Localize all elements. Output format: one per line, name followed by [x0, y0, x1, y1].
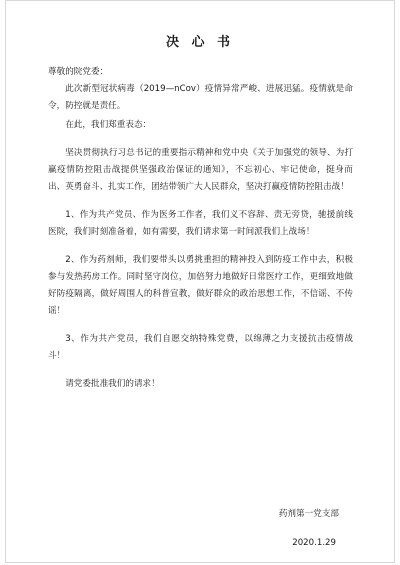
document-page: [5, 0, 395, 563]
paragraph-intro: 此次新型冠状病毒（2019—nCov）疫情异常严峻、进展迅猛。疫情就是命令，防控就是责任。: [48, 84, 353, 111]
date: 2020.1.29: [292, 538, 336, 548]
paragraph-statement: 在此，我们郑重表态：: [65, 120, 152, 130]
greeting: 尊敬的院党委：: [48, 67, 109, 77]
document-body: [48, 64, 353, 393]
paragraph-point-2: 2、作为药剂师，我们要带头以勇挑重担的精神投入到防疫工作中去，积极参与发热药房工作。同时坚守岗位，加倍努力地做好日常医疗工作，更细致地做好防疫隔离，做好周围人的科普宣教，做好群众的政治思想工作，不信谣、不传谣！: [48, 255, 353, 316]
paragraph-point-1: 1、作为共产党员、作为医务工作者，我们义不容辞、责无旁贷，驰援前线医院，我们时刻准备着，如有需要，我们请求第一时间派我们上战场！: [48, 210, 353, 237]
paragraph-point-3: 3、作为共产党员，我们自愿交纳特殊党费，以绵薄之力支援抗击疫情战斗！: [48, 334, 353, 361]
document-title: 决 心 书: [165, 35, 235, 50]
paragraph-request: 请党委批准我们的请求！: [65, 379, 160, 389]
signature: 药剂第一党支部: [278, 509, 339, 519]
paragraph-commitment: 坚决贯彻执行习总书记的重要指示精神和党中央《关于加强党的领导、为打赢疫情防控阻击战提供坚强政治保证的通知》，不忘初心、牢记使命，挺身而出、英勇奋斗、扎实工作，团结带领广大人民群众，坚决打赢疫情防控阻击战！: [48, 148, 353, 192]
